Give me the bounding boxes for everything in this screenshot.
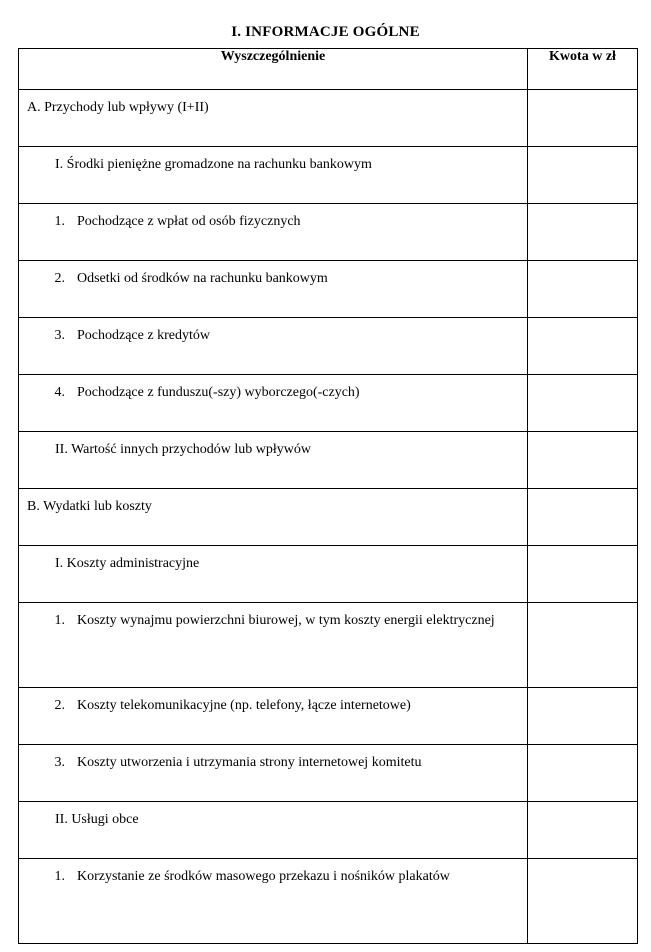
amount-cell[interactable]	[528, 318, 638, 375]
table-row	[19, 688, 638, 745]
row-label: Pochodzące z wpłat od osób fizycznych	[77, 214, 301, 229]
row-label: I. Środki pieniężne gromadzone na rachunku bankowym	[55, 157, 372, 172]
table-row	[19, 802, 638, 859]
row-label: Pochodzące z funduszu(-szy) wyborczego(-czych)	[77, 385, 360, 400]
table-row	[19, 546, 638, 603]
row-label: A. Przychody lub wpływy (I+II)	[27, 100, 209, 115]
table-row	[19, 432, 638, 489]
row-label: B. Wydatki lub koszty	[27, 499, 152, 514]
amount-cell[interactable]	[528, 802, 638, 859]
table-row	[19, 318, 638, 375]
table-row	[19, 489, 638, 546]
amount-cell[interactable]	[528, 261, 638, 318]
row-number: 3.	[54, 328, 65, 343]
row-label: Korzystanie ze środków masowego przekazu i nośników plakatów	[77, 869, 450, 884]
table-row	[19, 90, 638, 147]
row-label: I. Koszty administracyjne	[55, 556, 200, 571]
row-number: 4.	[54, 385, 65, 400]
column-header-description: Wyszczególnienie	[19, 49, 528, 90]
amount-cell[interactable]	[528, 90, 638, 147]
row-number: 2.	[54, 698, 65, 713]
row-number: 1.	[54, 613, 65, 628]
table-row	[19, 375, 638, 432]
table-row	[19, 204, 638, 261]
row-number: 3.	[54, 755, 65, 770]
row-number: 1.	[54, 869, 65, 884]
row-label: II. Usługi obce	[55, 812, 139, 827]
amount-cell[interactable]	[528, 489, 638, 546]
table-row	[19, 261, 638, 318]
table-row	[19, 147, 638, 204]
row-label: Koszty wynajmu powierzchni biurowej, w tym koszty energii elektrycznej	[77, 613, 495, 628]
amount-cell[interactable]	[528, 375, 638, 432]
page-title: I. INFORMACJE OGÓLNE	[231, 24, 420, 40]
row-label: Koszty utworzenia i utrzymania strony internetowej komitetu	[77, 755, 422, 770]
row-label: Odsetki od środków na rachunku bankowym	[77, 271, 328, 286]
table-header-row	[19, 49, 638, 90]
financial-info-table	[18, 48, 638, 944]
amount-cell[interactable]	[528, 204, 638, 261]
table-row	[19, 745, 638, 802]
column-header-amount: Kwota w zł	[528, 49, 638, 90]
amount-cell[interactable]	[528, 546, 638, 603]
row-number: 1.	[54, 214, 65, 229]
row-number: 2.	[54, 271, 65, 286]
table-row	[19, 603, 638, 688]
amount-cell[interactable]	[528, 147, 638, 204]
amount-cell[interactable]	[528, 603, 638, 688]
row-label: II. Wartość innych przychodów lub wpływów	[55, 442, 312, 457]
amount-cell[interactable]	[528, 432, 638, 489]
amount-cell[interactable]	[528, 859, 638, 944]
amount-cell[interactable]	[528, 745, 638, 802]
amount-cell[interactable]	[528, 688, 638, 745]
row-label: Koszty telekomunikacyjne (np. telefony, łącze internetowe)	[77, 698, 411, 713]
row-label: Pochodzące z kredytów	[77, 328, 210, 343]
table-row	[19, 859, 638, 944]
